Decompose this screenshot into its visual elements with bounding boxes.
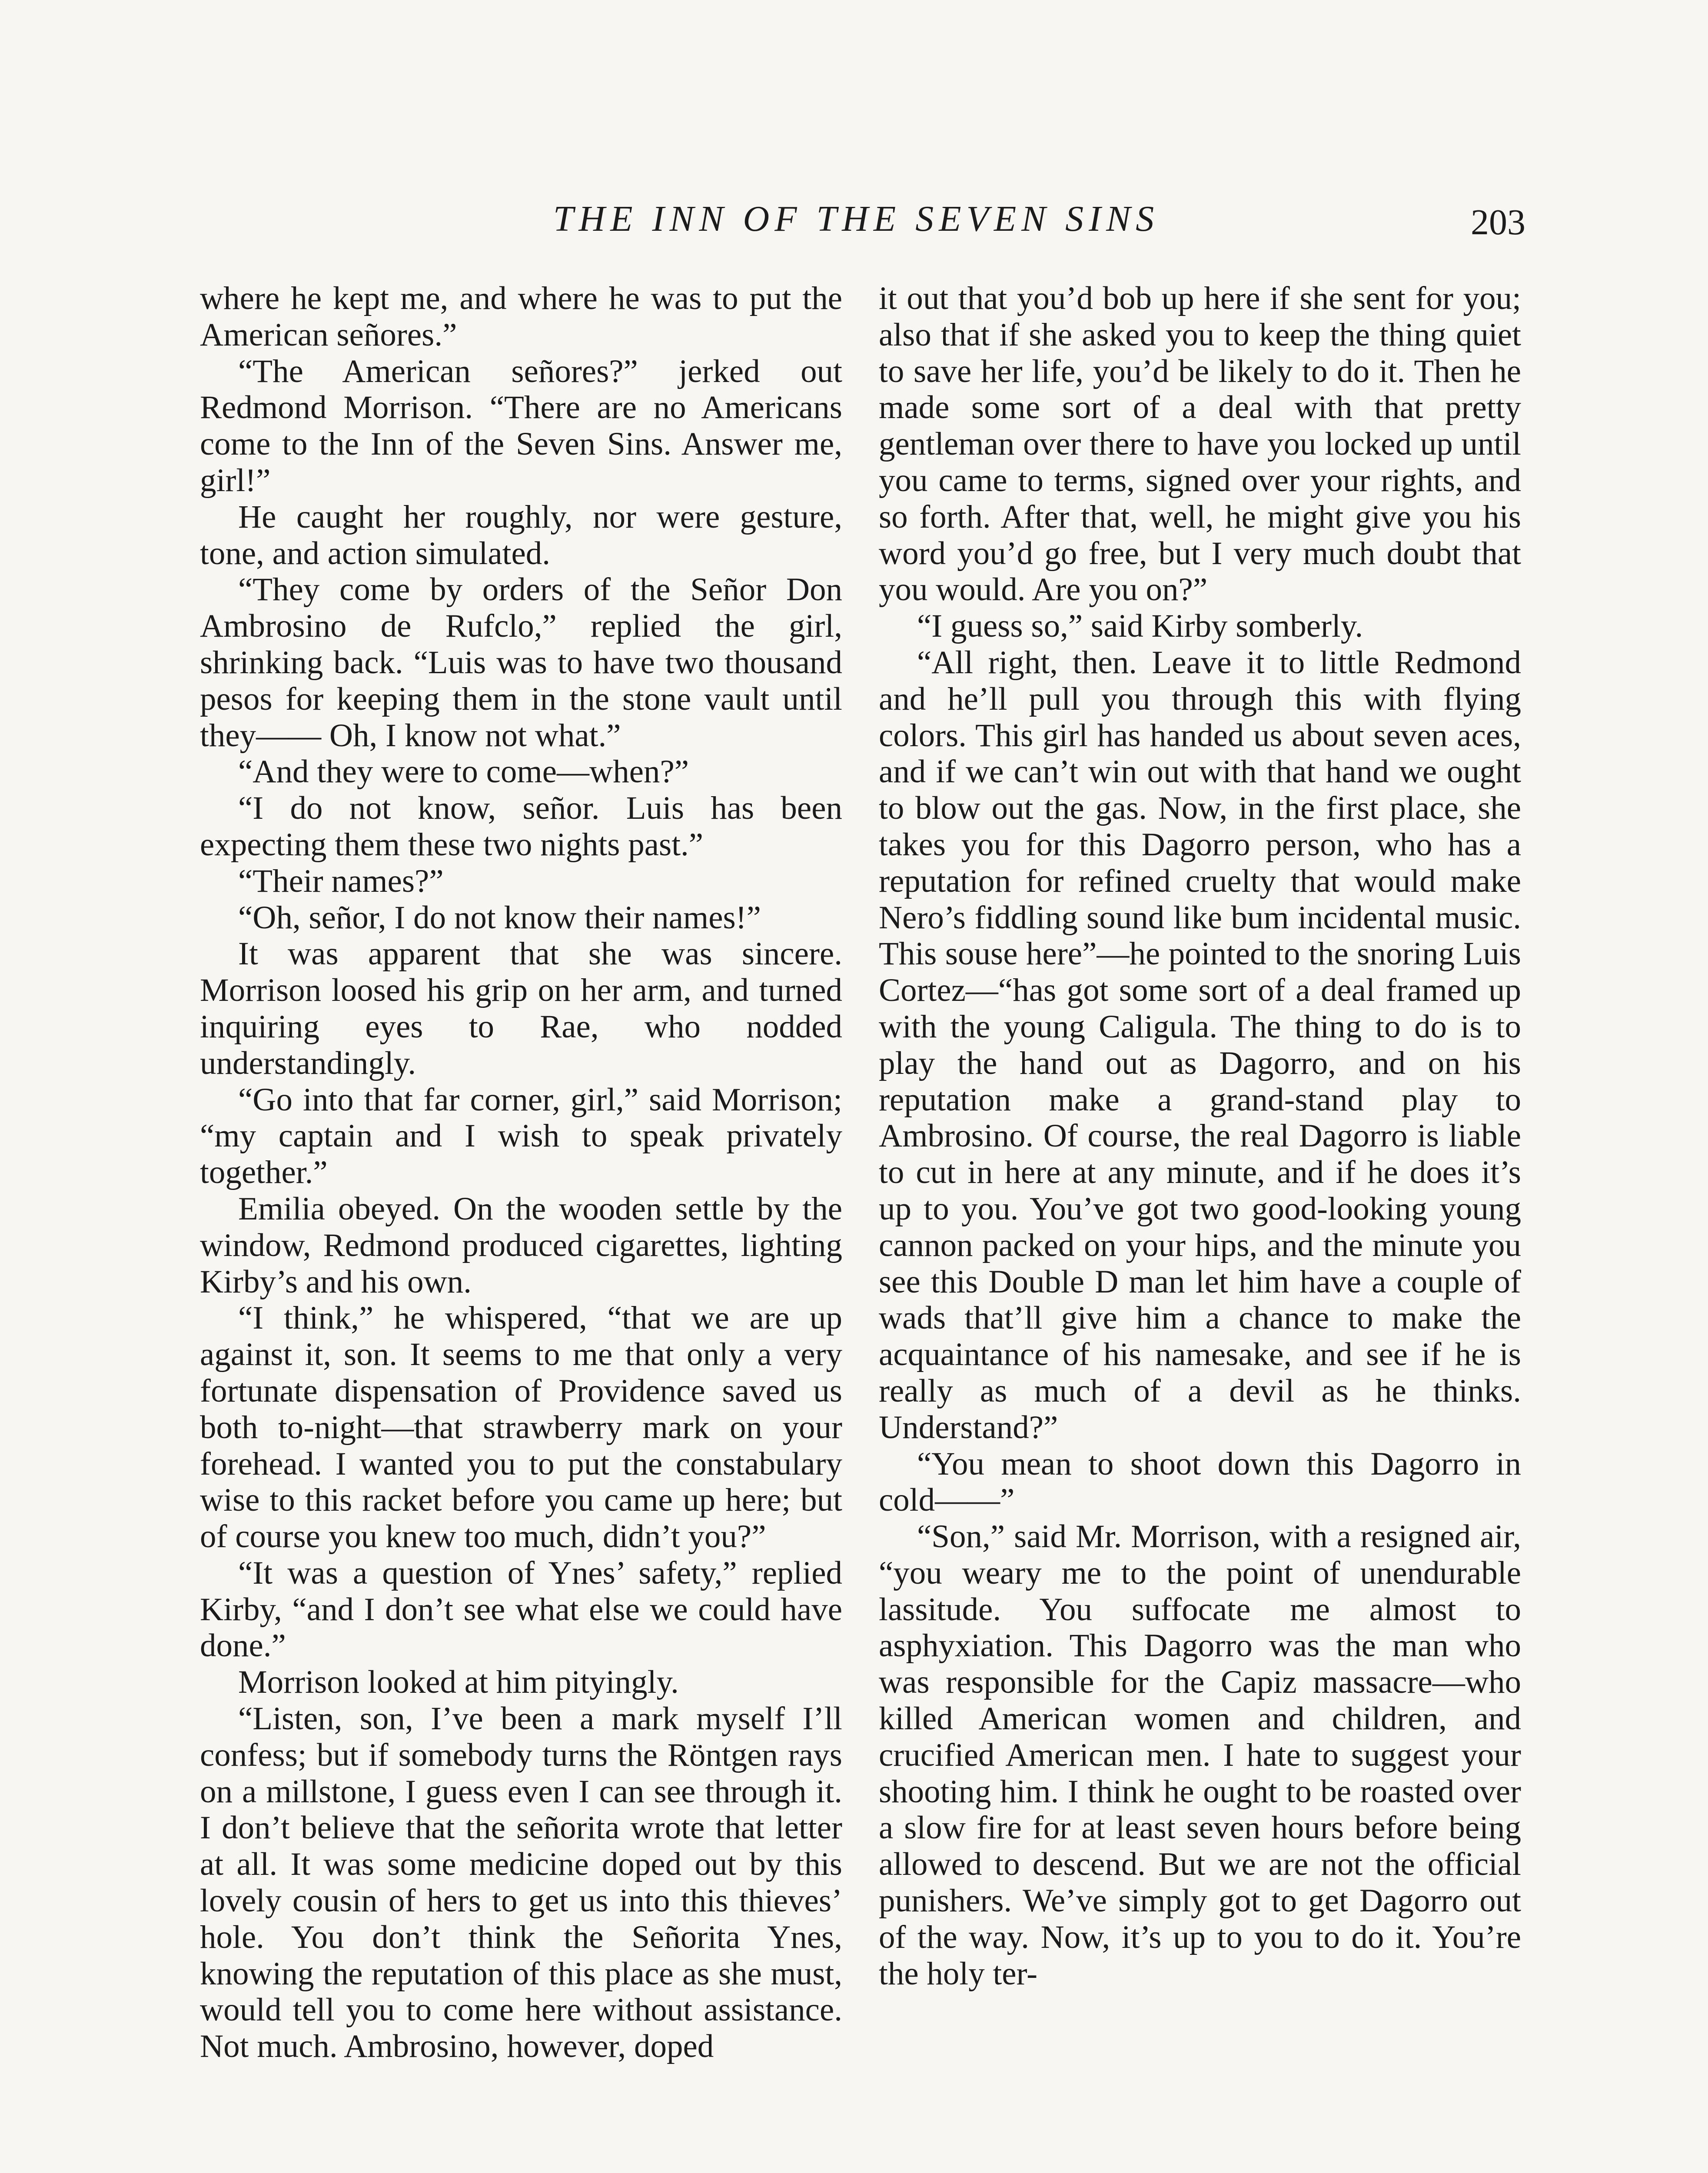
paragraph: He caught her roughly, nor were gesture, tone, and action simulated. <box>200 498 842 571</box>
paragraph: Emilia obeyed. On the wooden settle by the window, Redmond produced cigarettes, lighting Kirby’s and his own. <box>200 1190 842 1300</box>
paragraph: “It was a question of Ynes’ safety,” replied Kirby, “and I don’t see what else we could have done.” <box>200 1555 842 1664</box>
running-head <box>200 198 1525 250</box>
left-column <box>200 280 842 2065</box>
paragraph: “I guess so,” said Kirby somberly. <box>917 608 1363 645</box>
paragraph: “You mean to shoot down this Dagorro in cold——” <box>879 1445 1521 1518</box>
paragraph: “The American señores?” jerked out Redmond Morrison. “There are no Americans come to the Inn of the Seven Sins. Answer me, girl!” <box>200 353 842 498</box>
page-number: 203 <box>1471 202 1525 243</box>
paragraph: where he kept me, and where he was to put the American señores.” <box>200 280 842 353</box>
paragraph: “I think,” he whispered, “that we are up against it, son. It seems to me that only a very fortunate dispensation of Providence saved us both to-night—that strawberry mark on your forehead. I wanted you to put the constabulary wise to this racket before you came up here; but of course you knew too much, didn’t you?” <box>200 1300 842 1555</box>
right-column <box>879 280 1521 1992</box>
running-title: THE INN OF THE SEVEN SINS <box>553 199 1160 239</box>
paragraph: it out that you’d bob up here if she sent for you; also that if she asked you to keep the thing quiet to save her life, you’d be likely to do it. Then he made some sort of a deal with that pretty gentleman over there to have you locked up until you came to terms, signed over your rights, and so forth. After that, well, he might give you his word you’d go free, but I very much doubt that you would. Are you on?” <box>879 280 1521 608</box>
paragraph: “I do not know, señor. Luis has been expecting them these two nights past.” <box>200 790 842 863</box>
paragraph: “Son,” said Mr. Morrison, with a resigned air, “you weary me to the point of unendurable lassitude. You suffocate me almost to asphyxiation. This Dagorro was the man who was responsible for the Capiz massacre—who killed American women and children, and crucified American men. I hate to suggest your shooting him. I think he ought to be roasted over a slow fire for at least seven hours before being allowed to descend. But we are not the official punishers. We’ve simply got to get Dagorro out of the way. Now, it’s up to you to do it. You’re the holy ter- <box>879 1518 1521 1992</box>
paragraph: “And they were to come—when?” <box>238 754 689 790</box>
paragraph: “All right, then. Leave it to little Redmond and he’ll pull you through this with flying colors. This girl has handed us about seven aces, and if we can’t win out with that hand we ought to blow out the gas. Now, in the first place, she takes you for this Dagorro person, who has a reputation for refined cruelty that would make Nero’s fiddling sound like bum incidental music. This souse here”—he pointed to the snoring Luis Cortez—“has got some sort of a deal framed up with the young Caligula. The thing to do is to play the hand out as Dagorro, and on his reputation make a grand-stand play to Ambrosino. Of course, the real Dagorro is liable to cut in here at any minute, and if he does it’s up to you. You’ve got two good-looking young cannon packed on your hips, and the minute you see this Double D man let him have a couple of wads that’ll give him a chance to make the acquaintance of his namesake, and see if he is really as much of a devil as he thinks. Understand?” <box>879 644 1521 1445</box>
paragraph: It was apparent that she was sincere. Morrison loosed his grip on her arm, and turned inquiring eyes to Rae, who nodded understandingly. <box>200 936 842 1081</box>
paragraph: “Listen, son, I’ve been a mark myself I’ll confess; but if somebody turns the Röntgen rays on a millstone, I guess even I can see through it. I don’t believe that the señorita wrote that letter at all. It was some medicine doped out by this lovely cousin of hers to get us into this thieves’ hole. You don’t think the Señorita Ynes, knowing the reputation of this place as she must, would tell you to come here without assistance. Not much. Ambrosino, however, doped <box>200 1701 842 2065</box>
paragraph: “Go into that far corner, girl,” said Morrison; “my captain and I wish to speak privately together.” <box>200 1081 842 1191</box>
paragraph: “Their names?” <box>238 863 444 899</box>
paragraph: “They come by orders of the Señor Don Ambrosino de Rufclo,” replied the girl, shrinking back. “Luis was to have two thousand pesos for keeping them in the stone vault until they—— Oh, I know not what.” <box>200 571 842 754</box>
paragraph: “Oh, señor, I do not know their names!” <box>238 899 761 936</box>
paragraph: Morrison looked at him pityingly. <box>238 1664 679 1701</box>
